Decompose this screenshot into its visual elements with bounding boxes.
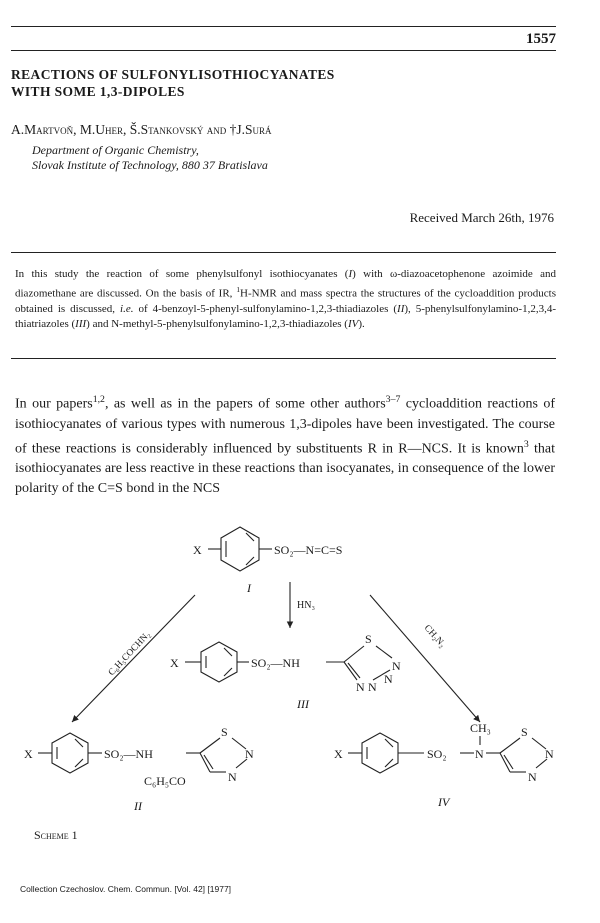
abstract-bottom-rule <box>11 358 556 359</box>
methyl-group: CH₃ <box>470 721 491 735</box>
sulfonylamino-group: SO₂—NH <box>104 747 153 761</box>
body-text-run: In our papers <box>15 396 93 412</box>
arrow-to-IV <box>370 595 480 722</box>
compound-ref: IV <box>347 317 359 330</box>
ring-atom-n: N <box>356 680 365 694</box>
received-date: Received March 26th, 1976 <box>409 210 554 225</box>
substituent-x: X <box>193 543 202 557</box>
ring-atom-n: N <box>228 770 237 784</box>
reaction-scheme <box>0 500 600 840</box>
abstract-text: H-NMR and mass spectra the structures of the cycloaddition products obtained is discussed, <box>15 287 556 315</box>
abstract-text: ). <box>358 317 365 330</box>
superscript: 1 <box>236 285 241 294</box>
body-text <box>15 390 555 499</box>
body-text-run: cycloaddition reactions of isothiocyanates of various types with numerous 1,3-dipoles have been investigated. The course of these reactions is considerably influenced by substituents R in R—NCS. It is known <box>15 396 555 457</box>
abstract <box>15 267 556 332</box>
ring-atom-n: N <box>245 747 254 761</box>
affiliation-line-2: Slovak Institute of Technology, 880 37 Bratislava <box>32 158 268 172</box>
abstract-top-rule <box>11 252 556 253</box>
compound-ref: II <box>397 302 405 315</box>
abstract-text: In this study the reaction of some phenylsulfonyl isothiocyanates ( <box>15 268 349 280</box>
reagent-diazoacetophenone: C₆H₅COCHN₂ <box>106 629 153 679</box>
compound-label-IV: IV <box>438 795 450 809</box>
abstract-ie: i.e. <box>120 302 134 315</box>
affiliation <box>32 143 268 173</box>
benzoyl-group: C₆H₅CO <box>144 774 186 788</box>
paper-title <box>11 66 335 100</box>
ring-atom-n: N <box>392 659 401 673</box>
authors: A.Martvoň, M.Uher, Š.Stankovský and †J.Surá <box>11 122 272 137</box>
citation: 1,2 <box>92 394 105 405</box>
ring-atom-n: N <box>368 680 377 694</box>
ring-atom-s: S <box>221 725 228 739</box>
abstract-text: ) and N-methyl-5-phenylsulfonylamino-1,2,3-thiadiazoles ( <box>86 317 348 330</box>
abstract-text: ) with ω-diazoacetophenone azoimide and diazomethane are discussed. On the basis of IR, <box>15 268 557 300</box>
benzene-ring-III <box>201 642 237 682</box>
title-line-1: REACTIONS OF SULFONYLISOTHIOCYANATES <box>11 67 335 82</box>
top-rule <box>11 26 556 27</box>
benzene-ring-II <box>52 733 88 773</box>
ring-atom-s: S <box>521 725 528 739</box>
ring-atom-n: N <box>545 747 554 761</box>
compound-ref: I <box>348 268 353 280</box>
compound-label-III: III <box>297 697 309 711</box>
sulfonyl-group: SO₂ <box>427 747 447 761</box>
ring-atom-n: N <box>384 672 393 686</box>
benzene-ring-I <box>221 527 259 571</box>
body-text-run: , as well as in the papers of some other authors <box>104 396 386 412</box>
citation: 3–7 <box>385 394 401 405</box>
body-text-run: that isothiocyanates are less reactive in these reactions than isocyanates, in consequence of the lower polarity of the C=S bond in the NCS <box>15 441 556 497</box>
substituent-x: X <box>24 747 33 761</box>
affiliation-line-1: Department of Organic Chemistry, <box>32 143 199 157</box>
reagent-hn3: HN₃ <box>297 600 315 611</box>
header-rule <box>11 50 556 51</box>
thiadiazole-ring-II <box>200 738 247 772</box>
compound-label-I: I <box>247 581 251 595</box>
ring-atom-n: N <box>475 747 484 761</box>
abstract-text: ), 5-phenylsulfonylamino-1,2,3,4-thiatriazoles ( <box>15 302 556 330</box>
benzene-ring-IV <box>362 733 398 773</box>
thiadiazole-ring-IV <box>500 738 547 772</box>
reagent-diazomethane: CH₂N₂ <box>421 623 448 650</box>
page-number: 1557 <box>526 31 556 47</box>
isothiocyanate-group: SO₂—N=C=S <box>274 543 343 557</box>
ring-atom-s: S <box>365 632 372 646</box>
abstract-text: of 4-benzoyl-5-phenyl-sulfonylamino-1,2,3-thiadiazoles ( <box>133 302 398 315</box>
compound-ref: III <box>75 317 87 330</box>
substituent-x: X <box>334 747 343 761</box>
title-line-2: WITH SOME 1,3-DIPOLES <box>11 84 185 99</box>
sulfonylamino-group: SO₂—NH <box>251 656 300 670</box>
citation: 3 <box>523 438 529 450</box>
journal-footer: Collection Czechoslov. Chem. Commun. [Vol. 42] [1977] <box>20 884 232 894</box>
compound-label-II: II <box>134 799 142 813</box>
scheme-caption: Scheme 1 <box>34 828 78 842</box>
ring-atom-n: N <box>528 770 537 784</box>
substituent-x: X <box>170 656 179 670</box>
